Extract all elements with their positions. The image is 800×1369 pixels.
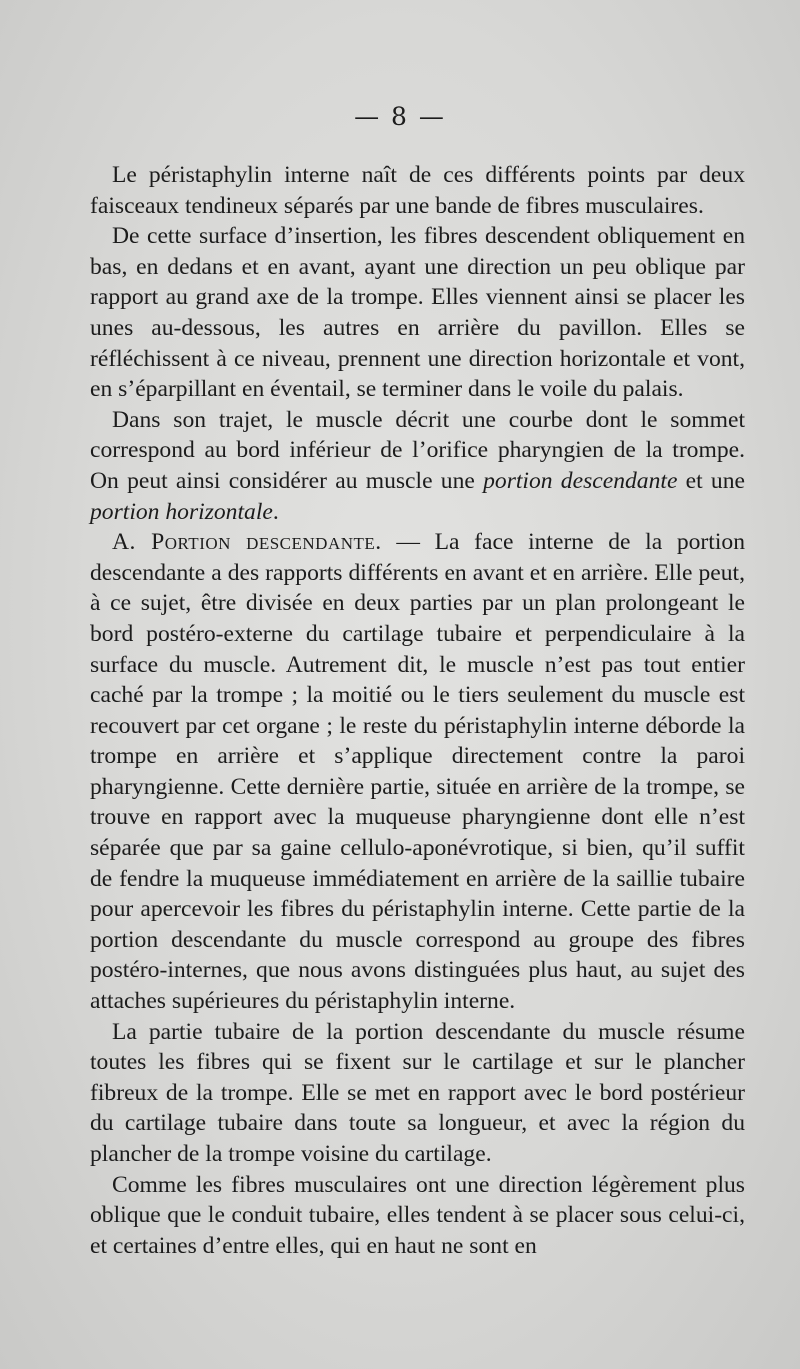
term-portion-descendante: portion descendante bbox=[483, 467, 678, 494]
paragraph-3-end: . bbox=[272, 498, 279, 525]
paragraph-4-text: — La face interne de la portion descendante a des rapports différents en avant et en arrière. Elle peut, à ce sujet, être divisée en deux parties par un plan prolongeant le bord postéro-externe du cartilage tubaire et perpendiculaire à la surface du muscle. Autrement dit, le muscle n’est pas tout entier caché par la trompe ; la moitié ou le tiers seulement du muscle est recouvert par cet organe ; le reste du péristaphylin interne déborde la trompe en arrière et s’applique directement contre la paroi pharyngienne. Cette dernière partie, située en arrière de la trompe, se trouve en rapport avec la muqueuse pharyngienne dont elle n’est séparée que par sa gaine cellulo-aponévrotique, si bien, qu’il suffit de fendre la muqueuse immédiatement en arrière de la saillie tubaire pour apercevoir les fibres du péristaphylin interne. Cette partie de la portion descendante du muscle correspond au groupe des fibres postéro-internes, que nous avons distinguées plus haut, au sujet des attaches supérieures du péristaphylin interne. bbox=[90, 529, 745, 1015]
paragraph-3 bbox=[90, 405, 745, 527]
paragraph-5: La partie tubaire de la portion descendante du muscle résume toutes les fibres qui se fixent sur le cartilage et sur le plancher fibreux de la trompe. Elle se met en rapport avec le bord postérieur du cartilage tubaire dans toute sa longueur, et avec la région du plancher de la trompe voisine du cartilage. bbox=[90, 1018, 745, 1167]
paragraph-3-start: Dans son trajet, le muscle décrit une courbe dont le sommet correspond au bord inférieur de l’orifice pharyngien de la trompe. On peut ainsi considérer au muscle une bbox=[90, 406, 745, 494]
paragraph-3-mid: et une bbox=[677, 467, 745, 494]
body-text bbox=[90, 160, 745, 1261]
paragraph-4 bbox=[90, 527, 745, 1017]
term-portion-horizontale: portion horizontale bbox=[90, 498, 273, 525]
page-number: — 8 — bbox=[354, 102, 446, 131]
paragraph-2: De cette surface d’insertion, les fibres descendent obliquement en bas, en dedans et en avant, ayant une direction un peu oblique par rapport au grand axe de la trompe. Elles viennent ainsi se placer les unes au-dessous, les autres en arrière du pavillon. Elles se réfléchissent à ce niveau, prennent une direction horizontale et vont, en s’éparpillant en éventail, se terminer dans le voile du palais. bbox=[90, 223, 745, 403]
section-heading: A. Portion descendante. bbox=[112, 529, 382, 556]
paragraph-1: Le péristaphylin interne naît de ces différents points par deux faisceaux tendineux séparés par une bande de fibres musculaires. bbox=[90, 162, 745, 219]
paragraph-6: Comme les fibres musculaires ont une direction légèrement plus oblique que le conduit tubaire, elles tendent à se placer sous celui-ci, et certaines d’entre elles, qui en haut ne sont en bbox=[90, 1171, 745, 1259]
